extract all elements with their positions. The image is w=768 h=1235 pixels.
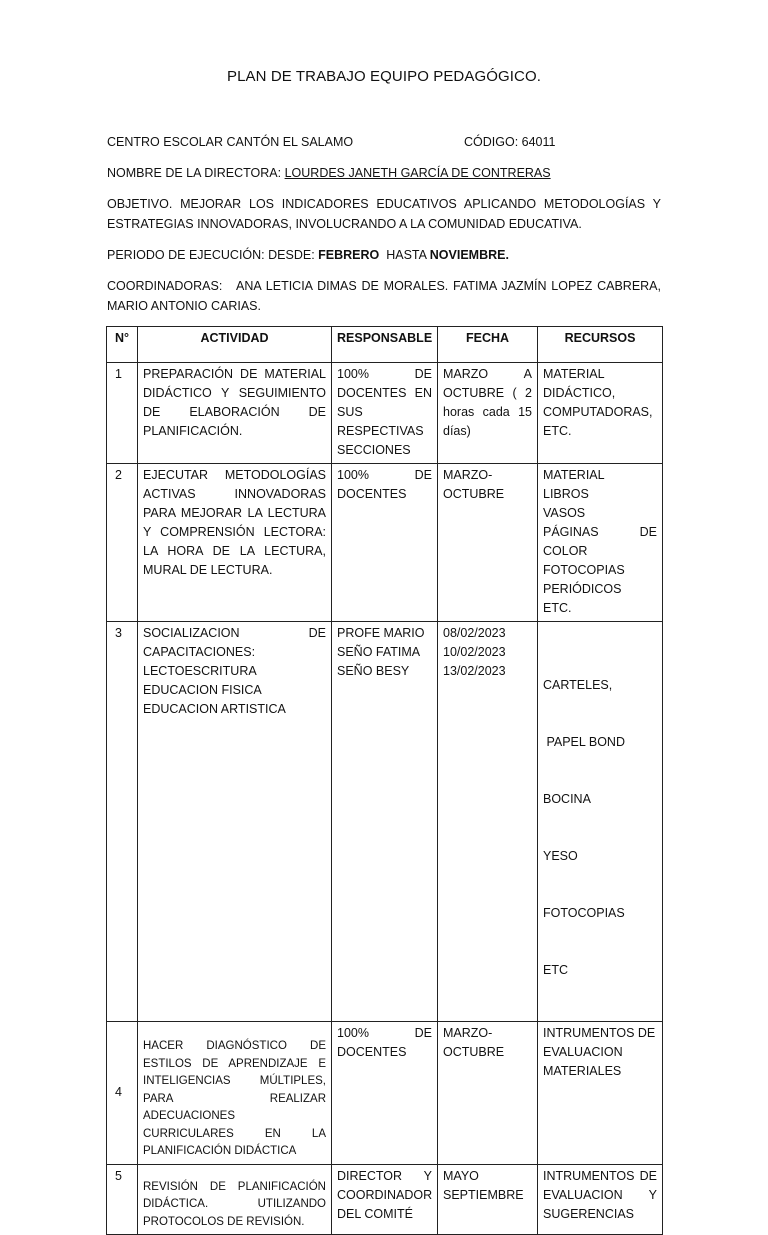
row-activity: EJECUTAR METODOLOGÍAS ACTIVAS INNOVADORAS PARA MEJORAR LA LECTURA Y COMPRENSIÓN LECTORA: LA HORA DE LA LECTURA, MURAL DE LECTURA. [138,464,332,622]
responsible-line: SEÑO BESY [337,664,410,678]
resource-item: ETC. [543,601,572,615]
responsible-line: PROFE MARIO [337,626,425,640]
director-line [107,163,661,183]
header-actividad: ACTIVIDAD [138,327,332,363]
row-responsible [332,622,438,1022]
resource-item: PAPEL BOND [543,735,625,749]
table-row [107,622,663,1022]
row-date: MARZO-OCTUBRE [438,464,538,622]
date-line: 10/02/2023 [443,645,506,659]
header-fecha: FECHA [438,327,538,363]
resource-item: FOTOCOPIAS [543,563,625,577]
resource-item: BOCINA [543,792,591,806]
period-start: FEBRERO [318,248,380,262]
resource-item: ETC [543,963,568,977]
activity-line: EDUCACION FISICA [143,683,262,697]
resource-item: PÁGINAS DE COLOR [543,525,657,558]
resource-item: FOTOCOPIAS [543,906,625,920]
school-name: CENTRO ESCOLAR CANTÓN EL SALAMO [107,135,354,149]
director-name: LOURDES JANETH GARCÍA DE CONTRERAS [284,166,551,180]
row-resources [538,622,663,1022]
row-responsible: 100% DE DOCENTES EN SUS RESPECTIVAS SECCIONES [332,363,438,464]
resource-item: MATERIALES [543,1064,622,1078]
resource-item: MATERIAL DIDÁCTICO, [543,367,616,400]
resource-item: CARTELES, [543,678,613,692]
resource-item: LIBROS [543,487,589,501]
work-plan-table [106,326,663,1235]
resource-item: COMPUTADORAS, ETC. [543,405,653,438]
table-row [107,363,663,464]
activity-line: EDUCACION ARTISTICA [143,702,286,716]
row-resources [538,363,663,464]
date-line: SEPTIEMBRE [443,1187,524,1202]
row-number: 1 [107,363,138,464]
row-number: 5 [107,1164,138,1235]
table-row [107,464,663,622]
row-activity: HACER DIAGNÓSTICO DE ESTILOS DE APRENDIZAJE E INTELIGENCIAS MÚLTIPLES, PARA REALIZAR ADECUACIONES CURRICULARES EN LA PLANIFICACIÓN DIDÁCTICA [138,1022,332,1165]
row-date: MARZO-OCTUBRE [438,1022,538,1165]
row-number: 4 [107,1022,138,1165]
school-code: CÓDIGO: 64011 [464,135,556,149]
objective-paragraph: OBJETIVO. MEJORAR LOS INDICADORES EDUCATIVOS APLICANDO METODOLOGÍAS Y ESTRATEGIAS INNOVADORAS, INVOLUCRANDO A LA COMUNIDAD EDUCATIVA. [107,197,661,231]
resource-item: MATERIAL [543,468,605,482]
row-responsible: 100% DE DOCENTES [332,1022,438,1165]
date-line: 08/02/2023 [443,626,506,640]
row-number: 2 [107,464,138,622]
school-line [107,132,661,152]
resource-item: INTRUMENTOS DE EVALUACION [543,1026,656,1059]
header-responsable: RESPONSABLE [332,327,438,363]
date-line: 13/02/2023 [443,664,506,678]
row-resources [538,464,663,622]
row-resources: INTRUMENTOS DE EVALUACION Y SUGERENCIAS [538,1164,663,1235]
resource-item: YESO [543,849,578,863]
page-title: PLAN DE TRABAJO EQUIPO PEDAGÓGICO. [226,68,542,85]
row-date [438,622,538,1022]
activity-line: LECTOESCRITURA [143,664,257,678]
row-responsible: DIRECTOR Y COORDINADOR DEL COMITÉ [332,1164,438,1235]
table-row [107,1164,663,1235]
row-number: 3 [107,622,138,1022]
period-middle: HASTA [379,248,430,262]
header-num: N° [107,327,138,363]
coordinators-paragraph: COORDINADORAS: ANA LETICIA DIMAS DE MORALES. FATIMA JAZMÍN LOPEZ CABRERA, MARIO ANTONIO CARIAS. [107,279,665,313]
resource-item: PERIÓDICOS [543,582,622,596]
row-date: MARZO A OCTUBRE ( 2 horas cada 15 días) [438,363,538,464]
period-end: NOVIEMBRE. [429,248,509,262]
date-line: MAYO [443,1168,479,1183]
row-activity [138,622,332,1022]
table-row [107,1022,663,1165]
header-recursos: RECURSOS [538,327,663,363]
row-activity: REVISIÓN DE PLANIFICACIÓN DIDÁCTICA. UTILIZANDO PROTOCOLOS DE REVISIÓN. [138,1164,332,1235]
director-label: NOMBRE DE LA DIRECTORA: [107,166,285,180]
row-responsible: 100% DE DOCENTES [332,464,438,622]
row-date [438,1164,538,1235]
activity-line: SOCIALIZACION DE CAPACITACIONES: [143,626,326,659]
resource-item: VASOS [543,506,586,520]
responsible-line: SEÑO FATIMA [337,645,421,659]
row-resources [538,1022,663,1165]
period-prefix: PERIODO DE EJECUCIÓN: DESDE: [107,248,319,262]
period-line [107,245,661,265]
row-activity: PREPARACIÓN DE MATERIAL DIDÁCTICO Y SEGUIMIENTO DE ELABORACIÓN DE PLANIFICACIÓN. [138,363,332,464]
table-header-row [107,327,663,363]
